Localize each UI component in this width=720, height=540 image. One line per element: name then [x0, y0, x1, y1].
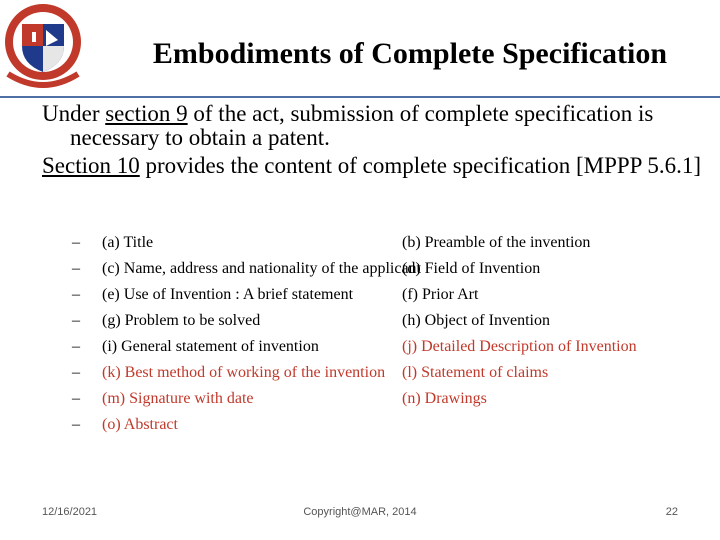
section-9-link-text: section 9 [105, 101, 188, 126]
list-item-left: (i) General statement of invention [102, 338, 319, 355]
list-item [72, 388, 712, 414]
list-item-left: (a) Title [102, 234, 154, 251]
footer-date: 12/16/2021 [42, 506, 98, 518]
bullet-dash: – [72, 260, 80, 277]
list-item-left: (c) Name, address and nationality of the applicant [102, 260, 421, 277]
university-crest-logo [2, 2, 84, 90]
list-item-right: (n) Drawings [402, 390, 487, 407]
slide-title: Embodiments of Complete Specification [152, 37, 668, 70]
list-item [72, 336, 712, 362]
list-item-right: (b) Preamble of the invention [402, 234, 591, 251]
list-item [72, 310, 712, 336]
list-item [72, 284, 712, 310]
title-divider [0, 96, 720, 98]
paragraph-suffix: of the act, submission of complete specification is necessary to obtain a patent. [70, 101, 654, 150]
list-item-right: (j) Detailed Description of Invention [402, 338, 637, 355]
list-item-left: (o) Abstract [102, 416, 178, 433]
bullet-dash: – [72, 416, 80, 433]
specification-content-list [72, 232, 712, 440]
bullet-dash: – [72, 286, 80, 303]
list-item-left: (m) Signature with date [102, 390, 254, 407]
list-item [72, 258, 712, 284]
list-item [72, 414, 712, 440]
list-item [72, 362, 712, 388]
bullet-dash: – [72, 234, 80, 251]
bullet-dash: – [72, 338, 80, 355]
body-paragraphs [42, 102, 702, 182]
list-item-left: (e) Use of Invention : A brief statement [102, 286, 354, 303]
paragraph-prefix: Under [42, 101, 106, 126]
paragraph-section-10 [42, 154, 702, 178]
bullet-dash: – [72, 364, 80, 381]
list-item-right: (f) Prior Art [402, 286, 479, 303]
list-item-right: (h) Object of Invention [402, 312, 550, 329]
list-item-right: (l) Statement of claims [402, 364, 549, 381]
list-item [72, 232, 712, 258]
bullet-dash: – [72, 312, 80, 329]
bullet-dash: – [72, 390, 80, 407]
page-number: 22 [665, 506, 678, 518]
section-10-link-text: Section 10 [42, 153, 140, 178]
list-item-right: (d) Field of Invention [402, 260, 541, 277]
footer-copyright: Copyright@MAR, 2014 [303, 506, 417, 518]
paragraph-suffix: provides the content of complete specification [MPPP 5.6.1] [139, 153, 702, 178]
paragraph-section-9 [42, 102, 702, 150]
list-item-left: (k) Best method of working of the invention [102, 364, 386, 381]
list-item-left: (g) Problem to be solved [102, 312, 261, 329]
